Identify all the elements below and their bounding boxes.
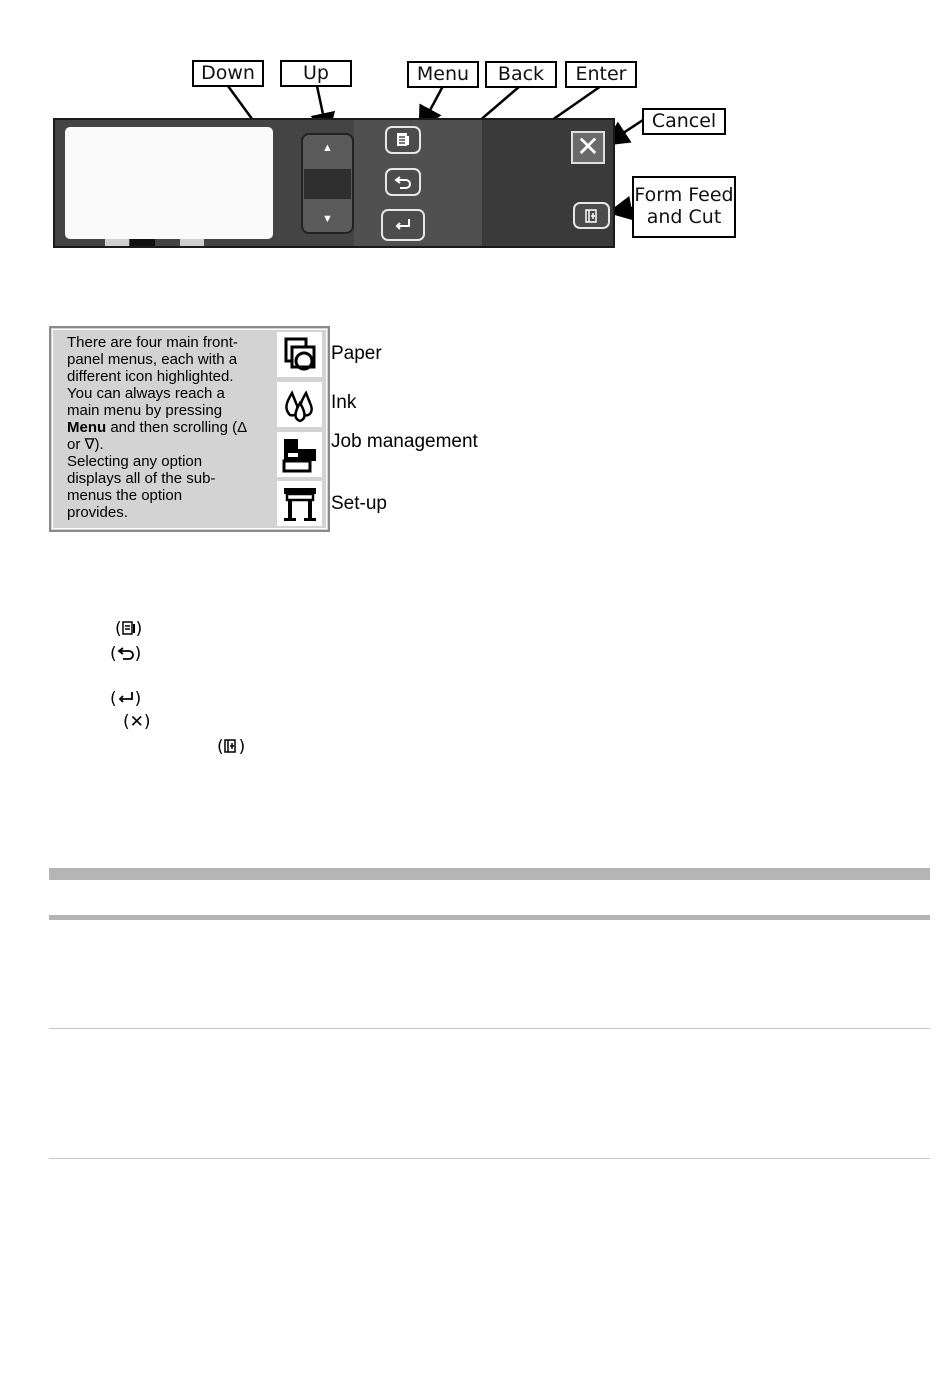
formfeed-symbol-ref: ( ) [217, 737, 246, 757]
back-icon [394, 175, 412, 189]
setup-icon [277, 481, 322, 526]
display-indicator-3 [180, 239, 204, 246]
menu-label-setup: Set-up [331, 493, 387, 514]
menus-info-text [67, 334, 272, 521]
menu-callout: Menu [407, 61, 479, 88]
menu-icon [395, 132, 411, 148]
display-indicator-1 [105, 239, 129, 246]
info-line: displays all of the sub- [67, 470, 216, 487]
rocker-divider [304, 169, 351, 199]
form-feed-callout-line2: and Cut [646, 206, 722, 228]
display-indicator-2 [130, 239, 155, 246]
down-callout: Down [192, 60, 264, 87]
enter-symbol-ref: ( ) [110, 689, 142, 709]
menu-label-job-management: Job management [331, 431, 478, 452]
cancel-icon: ✕ [576, 131, 600, 162]
info-line: Selecting any option [67, 453, 203, 470]
info-line: menus the option [67, 487, 183, 504]
info-line: There are four main front- [67, 334, 238, 351]
cancel-symbol-ref: (✕) [123, 712, 151, 732]
info-line: different icon highlighted. [67, 368, 234, 385]
table-header-rule [49, 915, 930, 920]
down-button[interactable]: ▼ [322, 213, 333, 225]
enter-icon [117, 691, 135, 705]
cancel-button[interactable] [571, 131, 605, 164]
menu-symbol-ref: ( ) [115, 619, 143, 639]
menu-emphasis: Menu [67, 419, 107, 436]
table-row-divider [49, 1158, 930, 1159]
up-callout: Up [280, 60, 352, 87]
menu-button[interactable] [385, 126, 421, 154]
enter-icon [394, 218, 412, 232]
info-line [67, 419, 272, 436]
job-management-icon [277, 432, 322, 477]
info-line: provides. [67, 504, 128, 521]
form-feed-icon [224, 739, 239, 754]
table-row-divider [49, 1028, 930, 1029]
info-line-rest: and then scrolling (Δ [106, 419, 248, 436]
table-header-bar [49, 868, 930, 880]
info-line: main menu by pressing [67, 402, 223, 419]
enter-button[interactable] [381, 209, 425, 241]
back-icon [117, 646, 135, 660]
menu-label-ink: Ink [331, 392, 357, 413]
form-feed-and-cut-button[interactable] [573, 202, 610, 229]
up-button[interactable]: ▲ [322, 142, 333, 154]
back-callout: Back [485, 61, 557, 88]
info-line: panel menus, each with a [67, 351, 238, 368]
cancel-callout: Cancel [642, 108, 726, 135]
form-feed-callout [632, 176, 736, 238]
back-symbol-ref: ( ) [110, 644, 142, 664]
info-line: You can always reach a [67, 385, 225, 402]
menu-label-paper: Paper [331, 343, 382, 364]
paper-icon [277, 332, 322, 377]
panel-display-screen [65, 127, 273, 239]
back-button[interactable] [385, 168, 421, 196]
ink-icon [277, 382, 322, 427]
form-feed-callout-line1: Form Feed [634, 184, 734, 206]
cancel-icon: ✕ [129, 712, 144, 732]
form-feed-icon [584, 208, 600, 224]
menu-icon [122, 621, 136, 636]
enter-callout: Enter [565, 61, 637, 88]
info-line: or ∇). [67, 436, 104, 453]
